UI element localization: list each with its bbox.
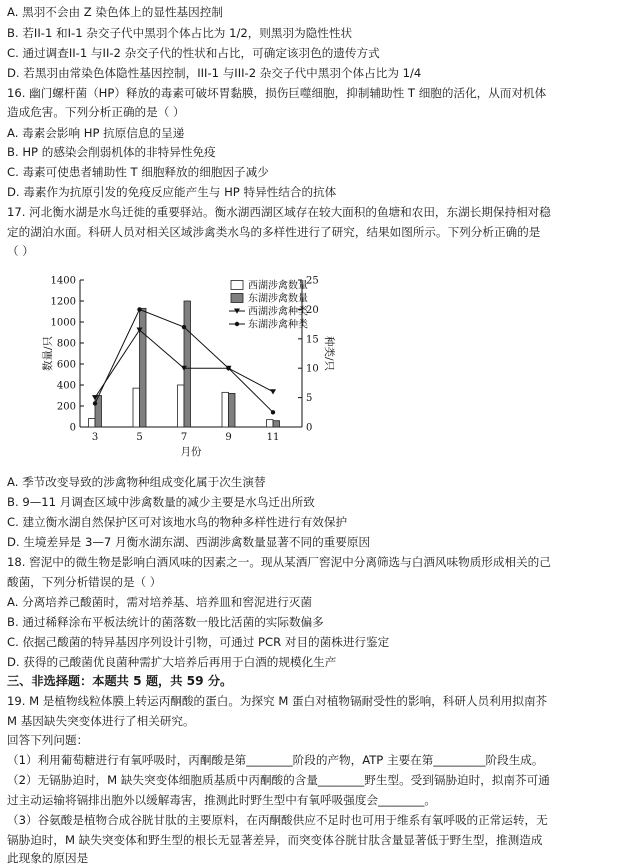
x-tick-label: 5 [136,432,143,443]
q15-option-d: D. 若黑羽由常染色体隐性基因控制，III-1 与III-2 杂交子代中黑羽个体占比为 1/4 [7,66,422,80]
bar [133,388,140,427]
bar [222,392,229,427]
y-tick-label: 1200 [50,296,76,308]
legend-label: 东湖涉禽数量 [248,293,308,305]
q18-option-a: A. 分离培养己酸菌时，需对培养基、培养皿和窖泥进行灭菌 [7,595,312,609]
y-tick-label: 0 [69,422,76,434]
y2-tick-label: 0 [306,422,313,434]
bar [273,421,280,427]
q18-option-d: D. 获得的己酸菌优良菌种需扩大培养后再用于白酒的规模化生产 [7,655,337,669]
y2-tick-label: 5 [306,393,313,405]
x-tick-label: 11 [266,432,280,443]
bird-survey-chart [40,269,370,459]
line-point [270,389,276,394]
q18-stem-line2: 酸菌，下列分析错误的是（ ） [7,575,162,589]
q15-option-a: A. 黑羽不会由 Z 染色体上的显性基因控制 [7,5,223,19]
y-tick-label: 200 [56,401,76,413]
bar [267,420,274,427]
bar [95,396,102,428]
q18-option-b: B. 通过稀释涂布平板法统计的菌落数一般比活菌的实际数偏多 [7,615,324,629]
y-tick-label: 800 [56,338,76,350]
q18-option-c: C. 依据己酸菌的特异基因序列设计引物，可通过 PCR 对目的菌株进行鉴定 [7,635,390,649]
y-tick-label: 1000 [50,317,76,329]
q17-option-b: B. 9—11 月调查区域中涉禽数量的减少主要是水鸟迁出所致 [7,495,315,509]
q17-stem-line1: 17. 河北衡水湖是水鸟迁徙的重要驿站。衡水湖西湖区域存在较大面积的鱼塘和农田，东湖长期保持相对稳 [7,205,551,219]
y-axis-label: 数量/只 [42,335,54,372]
q19-part3-line3: 此现象的原因是 [7,851,89,865]
q19-part3-line2: 镉胁迫时，M 缺失突变体和野生型的根长无显著差异，而突变体谷胱甘肽含量显著低于野生型，推测造成 [7,833,543,847]
y2-tick-label: 10 [306,363,319,375]
q16-option-c: C. 毒素可使患者辅助性 T 细胞释放的细胞因子减少 [7,165,269,179]
line-point [93,401,97,405]
bar [178,385,185,427]
q15-option-b: B. 若II-1 和I-1 杂交子代中黑羽个体占比为 1/2，则黑羽为隐性性状 [7,26,353,40]
line-point [137,307,141,311]
line-point [182,325,186,329]
y2-tick-label: 15 [306,334,319,346]
legend-swatch [231,281,243,290]
q19-part2-line2: 过主动运输将镉排出胞外以缓解毒害，推测此时野生型中有氧呼吸强度会________。 [7,793,436,807]
q15-option-c: C. 通过调查II-1 与II-2 杂交子代的性状和占比，可确定该羽色的遗传方式 [7,46,380,60]
line-point [271,410,275,414]
x-tick-label: 7 [180,432,188,443]
q17-option-a: A. 季节改变导致的涉禽物种组成变化属于次生演替 [7,475,266,489]
q16-option-b: B. HP 的感染会削弱机体的非特异性免疫 [7,145,216,159]
legend-label: 西湖涉禽种类 [248,306,308,318]
q17-option-c: C. 建立衡水湖自然保护区可对该地水鸟的物种多样性进行有效保护 [7,515,348,529]
q19-stem-line2: M 基因缺失突变体进行了相关研究。 [7,714,195,728]
y2-tick-label: 25 [306,275,319,287]
q19-stem-line1: 19. M 是植物线粒体膜上转运丙酮酸的蛋白。为探究 M 蛋白对植物镉耐受性的影响，科研人员利用拟南芥 [7,694,548,708]
q16-stem-line1: 16. 幽门螺杆菌（HP）释放的毒素可破坏胃黏膜，损伤巨噬细胞，抑制辅助性 T 细胞的活化，从而对机体 [7,86,547,100]
bar [229,393,236,427]
q16-stem-line2: 造成危害。下列分析正确的是（ ） [7,105,185,119]
section-3-heading: 三、非选择题：本题共 5 题，共 59 分。 [7,674,233,688]
y-tick-label: 600 [56,359,76,371]
y-tick-label: 1400 [50,275,76,287]
q19-part3-line1: （3）谷氨酸是植物合成谷胱甘肽的主要原料，在丙酮酸供应不足时也可用于维系有氧呼吸的正常运转，无 [7,813,548,827]
legend-label: 东湖涉禽种类 [248,319,308,331]
bar [89,419,96,427]
y2-tick-label: 20 [306,304,319,316]
q16-option-d: D. 毒素作为抗原引发的免疫反应能产生与 HP 特异性结合的抗体 [7,185,337,199]
x-tick-label: 9 [225,432,232,443]
q19-part2-line1: （2）无镉胁迫时，M 缺失突变体细胞质基质中丙酮酸的含量________野生型。受到镉胁迫时，拟南芥可通 [7,773,550,787]
q17-stem-line2: 定的湖泊水面。科研人员对相关区域涉禽类水鸟的多样性进行了研究，结果如图所示。下列分析正确的是 [7,225,541,239]
x-axis-label: 月份 [180,446,202,458]
q18-stem-line1: 18. 窖泥中的微生物是影响白酒风味的因素之一。现从某酒厂窖泥中分离筛选与白酒风味物质形成相关的己 [7,555,551,569]
q17-stem-line3: （ ） [7,244,34,258]
legend-label: 西湖涉禽数量 [248,280,308,292]
q16-option-a: A. 毒素会影响 HP 抗原信息的呈递 [7,126,185,140]
y-tick-label: 400 [56,380,76,392]
legend-marker [235,322,239,326]
x-tick-label: 3 [91,432,99,443]
q17-option-d: D. 生境差异是 3—7 月衡水湖东湖、西湖涉禽数量显著不同的重要原因 [7,535,371,549]
q19-prompt: 回答下列问题： [7,733,89,747]
y2-axis-label: 种类/只 [323,335,335,372]
bar [140,308,147,427]
bar [184,301,191,427]
legend-swatch [231,294,243,303]
q19-part1: （1）利用葡萄糖进行有氧呼吸时，丙酮酸是第________阶段的产物，ATP 主要在第_________阶段生成。 [7,753,544,767]
chart-legend [229,279,308,331]
line-point [226,366,230,370]
